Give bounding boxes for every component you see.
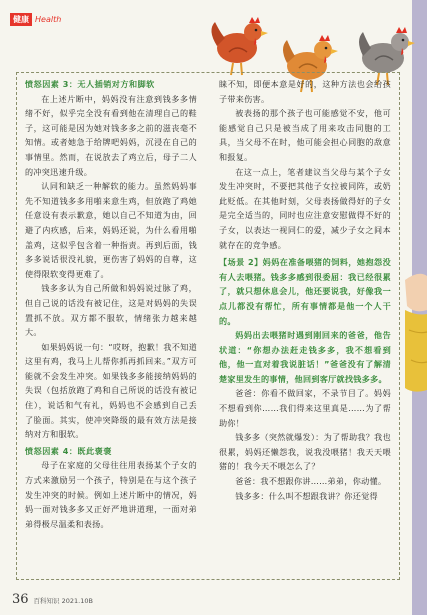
article-box [16, 72, 400, 580]
paragraph: 被表扬的那个孩子也可能感觉不安，他可能感觉自己只是被当成了用来攻击同胞的工具，当父母不在时，他可能会担心同胞的敌意和报复。 [219, 108, 391, 162]
paragraph: 如果妈妈说一句：“哎呀，抱歉！我不知道这里有鸡，我马上儿帮你抓再抓回来。”双方可能就不会发生冲突。如果钱多多能接纳妈妈的失误（包括放跑了鸡和自己所说的话没有被记住），说话和气有礼，妈妈也不会感到自己丢了脸面。其实，使冲突降级的最有效方法是接纳对方和服软。 [25, 341, 197, 440]
dialogue-line: 爸爸：我不想跟你讲……弟弟，你动懂。 [235, 476, 387, 487]
child-figure-illustration [405, 270, 427, 400]
section-tag [10, 13, 61, 26]
paragraph: 认同和缺乏一种解软的能力。虽然妈妈事先不知道钱多多用啪来意生鸡，但放跑了鸡她任意设有表示歉意，她以自己不知道为由，回避了内疚感，后来，妈妈还说，为什么看用啪盖鸡，这似乎包含着一种指责。再到后面，钱多多说话很没礼貌，更伤害了妈妈的自尊，这使得限软变得更难了。 [25, 181, 197, 279]
section-label-cn: 健康 [10, 13, 32, 26]
magazine-issue: 百科知识 2021.10B [33, 597, 93, 605]
paragraph: 睐不知，即便本意是好的，这种方法也会给孩子带来伤害。 [219, 79, 391, 104]
section-heading-3: 愤怒因素 3：无人插销对方和脚软 [25, 79, 155, 89]
scene-2-continuation: 妈妈出去喂猪时遇到刚回来的爸爸，他告状道：“你想办法赶走钱多多，我不想看到他，他一直对着我说脏话！”爸爸没有了解清楚家里发生的事情，他回到客厅就找钱多多。 [219, 330, 391, 384]
paragraph: 在上述片断中，妈妈没有注意到钱多多情绪不好，似乎完全没有看到他在清理自己的鞋子，这可能是因为她对钱多多之前的滋丧毫不知情。或者她急于给牌吧妈妈，沉浸在自己的事情里。然而，在说放去了鸡立后，母子二人的冲突迅速升级。 [25, 93, 197, 177]
dialogue-line: 钱多多：什么叫不想跟我讲？你还觉得 [235, 490, 378, 501]
left-column [25, 77, 197, 531]
dialogue-line: 钱多多（突然就爆发）：为了帮助我？我也很累，妈妈还懒怨我，说我没喂猪！我天天喂猪的！我今天不喂怎么了？ [219, 432, 391, 472]
page-number: 36 [12, 592, 29, 607]
page-footer [12, 592, 93, 607]
paragraph: 母子在家庭的父母往往用表扬某个子女的方式来激励另一个孩子，特别是在与这个孩子发生冲突的时候。例如上述片断中的情况，妈妈一面对钱多多又正好严地讲道理，一面对弟弟得极尽温柔和表扬。 [25, 460, 197, 529]
paragraph: 在这一点上，笔者建议当父母与某个子女发生冲突时，不要把其他子女拉被同阵，或奶此贬低。在其他时刻，父母表扬做得好的子女是完全适当的，同时也应注意安慰做得不好的子女，以表达一视同仁的爱，减少子女之间本就存在的竞争感。 [219, 166, 391, 250]
section-heading-4: 愤怒因素 4：既此褒褒 [25, 445, 112, 456]
scene-2-highlight: 【场景 2】妈妈在准备喂猪的饲料，她抱怨没有人去喂猪。钱多多感到很委屈：我已经很累了，就只想休息会儿，他还要说我，好像我一点儿都没有帮忙，所有事情都是他一个人干的。 [219, 257, 391, 326]
paragraph: 钱多多认为自己所做和妈妈说过脉了鸡，但自己说的话没有被记住，这是对妈妈的失误置抓不放。双方都不服软，情绪张力越来越大。 [25, 283, 197, 338]
right-column [219, 77, 391, 503]
dialogue-line: 爸爸：你看不做回家，不录节目了。妈妈不想看到你……我们得来这里真是……为了帮助你！ [219, 388, 391, 428]
section-label-en: Health [35, 15, 62, 24]
chicken-1 [211, 17, 268, 75]
